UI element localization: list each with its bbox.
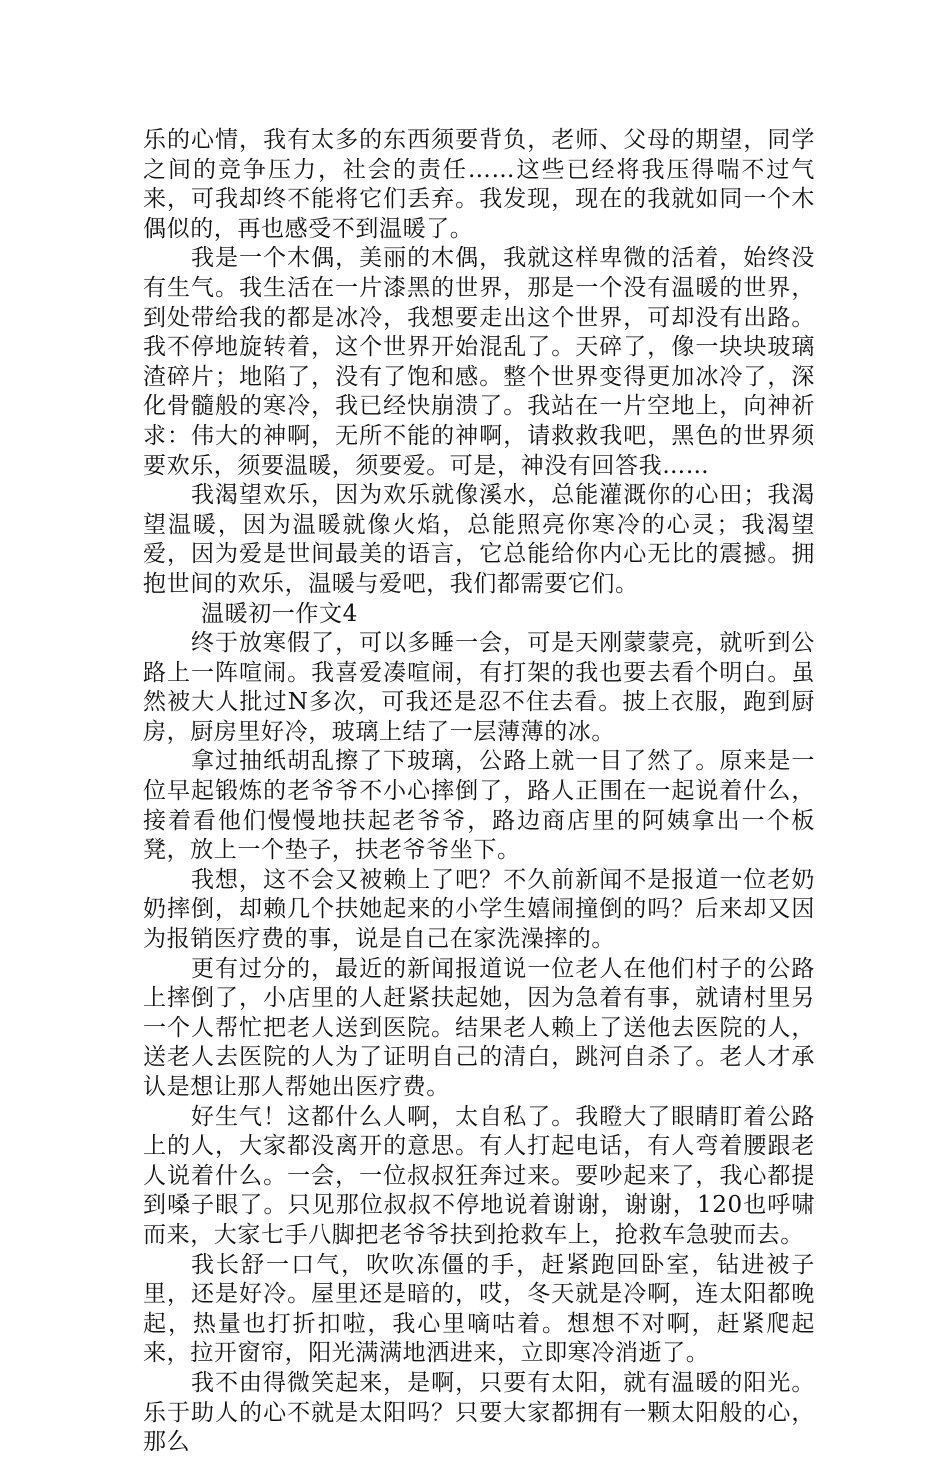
paragraph-continuation: 乐的心情，我有太多的东西须要背负，老师、父母的期望，同学之间的竞争压力，社会的责任……这些已经将我压得喘不过气来，可我却终不能将它们丢弃。我发现，现在的我就如同一个木偶似的，再也感受不到温暖了。 — [143, 127, 815, 242]
paragraph: 我想，这不会又被赖上了吧？不久前新闻不是报道一位老奶奶摔倒，却赖几个扶她起来的小学生嬉闹撞倒的吗？后来却又因为报销医疗费的事，说是自己在家洗澡摔的。 — [143, 866, 815, 953]
body-text — [143, 126, 815, 1458]
paragraph: 我长舒一口气，吹吹冻僵的手，赶紧跑回卧室，钻进被子里，还是好冷。屋里还是暗的，哎，冬天就是冷啊，连太阳都晚起，热量也打折扣啦，我心里嘀咕着。想想不对啊，赶紧爬起来，拉开窗帘，阳光满满地洒进来，立即寒冷消逝了。 — [143, 1251, 815, 1367]
paragraph: 更有过分的，最近的新闻报道说一位老人在他们村子的公路上摔倒了，小店里的人赶紧扶起她，因为急着有事，就请村里另一个人帮忙把老人送到医院。结果老人赖上了送他去医院的人，送老人去医院的人为了证明自己的清白，跳河自杀了。老人才承认是想让那人帮她出医疗费。 — [143, 955, 815, 1100]
paragraph: 我是一个木偶，美丽的木偶，我就这样卑微的活着，始终没有生气。我生活在一片漆黑的世界，那是一个没有温暖的世界，到处带给我的都是冰冷，我想要走出这个世界，可却没有出路。我不停地旋转着，这个世界开始混乱了。天碎了，像一块块玻璃渣碎片；地陷了，没有了饱和感。整个世界变得更加冰冷了，深化骨髓般的寒冷，我已经快崩溃了。我站在一片空地上，向神祈求：伟大的神啊，无所不能的神啊，请救救我吧，黑色的世界须要欢乐，须要温暖，须要爱。可是，神没有回答我…… — [143, 245, 815, 479]
paragraph: 好生气！这都什么人啊，太自私了。我瞪大了眼睛盯着公路上的人，大家都没离开的意思。有人打起电话，有人弯着腰跟老人说着什么。一会，一位叔叔狂奔过来。要吵起来了，我心都提到嗓子眼了。只见那位叔叔不停地说着谢谢，谢谢，120也呼啸而来，大家七手八脚把老爷爷扶到抢救车上，抢救车急驶而去。 — [143, 1103, 815, 1248]
paragraph: 我渴望欢乐，因为欢乐就像溪水，总能灌溉你的心田；我渴望温暖，因为温暖就像火焰，总能照亮你寒冷的心灵；我渴望爱，因为爱是世间最美的语言，它总能给你内心无比的震撼。拥抱世间的欢乐，温暖与爱吧，我们都需要它们。 — [143, 482, 815, 597]
paragraph: 终于放寒假了，可以多睡一会，可是天刚蒙蒙亮，就听到公路上一阵喧闹。我喜爱凑喧闹，有打架的我也要去看个明白。虽然被大人批过N多次，可我还是忍不住去看。披上衣服，跑到厨房，厨房里好冷，玻璃上结了一层薄薄的冰。 — [143, 630, 815, 745]
section-heading: 温暖初一作文4 — [201, 600, 358, 627]
paragraph: 拿过抽纸胡乱擦了下玻璃，公路上就一目了然了。原来是一位早起锻炼的老爷爷不小心摔倒了，路人正围在一起说着什么，接着看他们慢慢地扶起老爷爷，路边商店里的阿姨拿出一个板凳，放上一个垫子，扶老爷爷坐下。 — [143, 748, 815, 864]
paragraph: 我不由得微笑起来，是啊，只要有太阳，就有温暖的阳光。乐于助人的心不就是太阳吗？只要大家都拥有一颗太阳般的心，那么 — [143, 1369, 815, 1456]
